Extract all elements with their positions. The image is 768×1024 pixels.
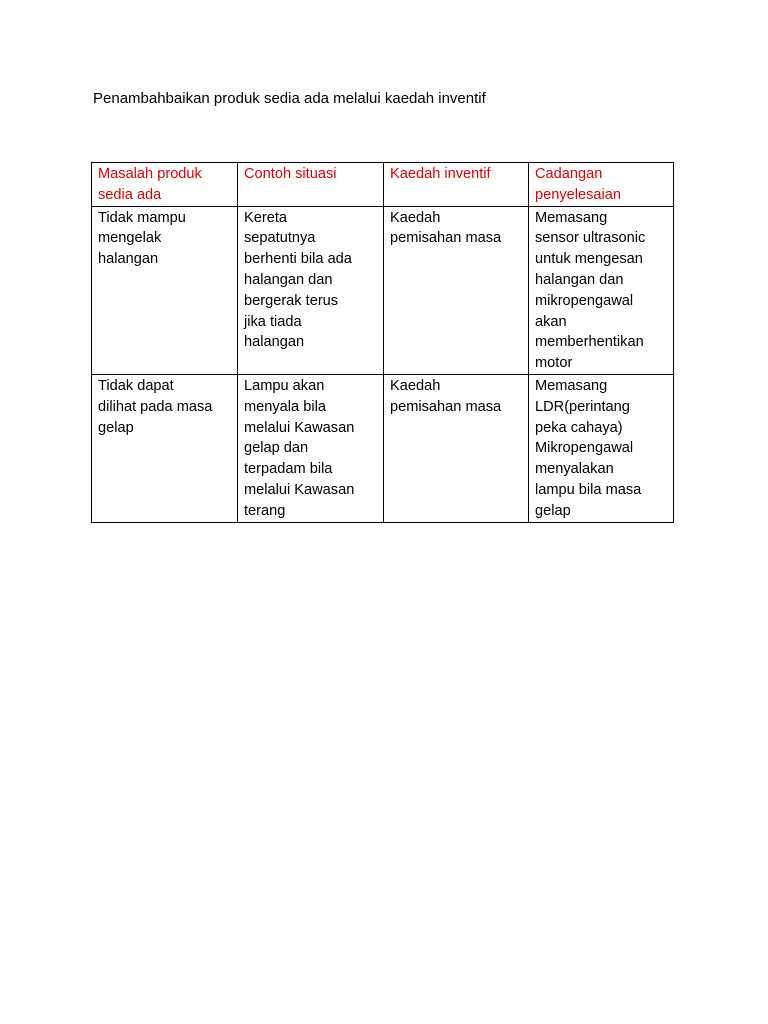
- header-masalah-produk: Masalah produk sedia ada: [92, 163, 238, 207]
- header-kaedah-inventif: Kaedah inventif: [384, 163, 529, 207]
- table-cell: Memasang LDR(perintang peka cahaya) Mikropengawal menyalakan lampu bila masa gelap: [529, 374, 674, 522]
- table-row: [92, 206, 674, 374]
- table-header-row: [92, 163, 674, 207]
- table-cell: Lampu akan menyala bila melalui Kawasan gelap dan terpadam bila melalui Kawasan terang: [238, 374, 384, 522]
- table-cell: Tidak dapat dilihat pada masa gelap: [92, 374, 238, 522]
- table-row: [92, 374, 674, 522]
- document-title: Penambahbaikan produk sedia ada melalui kaedah inventif: [93, 90, 486, 107]
- table-cell: Kaedah pemisahan masa: [384, 374, 529, 522]
- table-cell: Kaedah pemisahan masa: [384, 206, 529, 374]
- inventive-method-table: [91, 162, 674, 523]
- table-cell: Memasang sensor ultrasonic untuk mengesan halangan dan mikropengawal akan memberhentikan motor: [529, 206, 674, 374]
- table-cell: Tidak mampu mengelak halangan: [92, 206, 238, 374]
- header-cadangan-penyelesaian: Cadangan penyelesaian: [529, 163, 674, 207]
- table-cell: Kereta sepatutnya berhenti bila ada halangan dan bergerak terus jika tiada halangan: [238, 206, 384, 374]
- header-contoh-situasi: Contoh situasi: [238, 163, 384, 207]
